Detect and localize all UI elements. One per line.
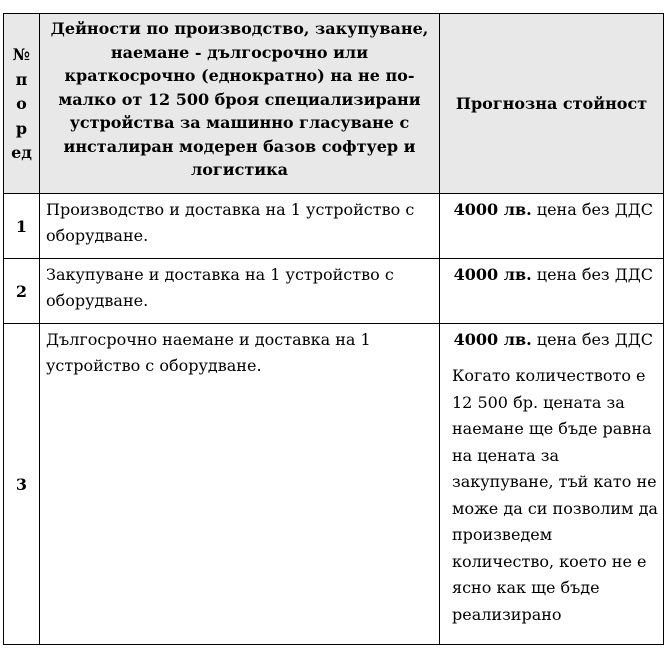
header-number-line: о [16,94,27,114]
row-note: Когато количеството е 12 500 бр. цената за наемане ще бъде равна на цената за закупуване, тъй като не може да си позволим да произведем количество, което не е ясно как ще бъде реализирано [452,366,658,624]
header-number-line: ед [11,143,32,163]
header-number-line: п [15,69,28,89]
price-amount: 4000 лв. [453,330,532,349]
row-price [448,327,659,353]
row-value-cell [440,259,664,324]
header-number-cell [4,14,40,194]
price-amount: 4000 лв. [453,200,532,219]
table-header-row [4,14,664,194]
row-number: 1 [4,194,40,259]
row-price [448,197,659,223]
table-row [4,259,664,324]
procurement-table [3,13,664,645]
row-value-cell [440,324,664,645]
row-number: 3 [4,324,40,645]
header-number-line: № [12,45,31,65]
price-suffix: цена без ДДС [531,200,653,219]
header-activities-cell: Дейности по производство, закупуване, наемане - дългосрочно или краткосрочно (еднократно) на не по-малко от 12 500 броя специализирани устройства за машинно гласуване с инсталиран модерен базов софтуер и логистика [40,14,440,194]
price-suffix: цена без ДДС [531,330,653,349]
table-row [4,324,664,645]
row-activity: Производство и доставка на 1 устройство с оборудване. [40,194,440,259]
price-amount: 4000 лв. [453,265,532,284]
row-activity: Закупуване и доставка на 1 устройство с оборудване. [40,259,440,324]
header-number-line: р [15,118,28,138]
header-value-cell: Прогнозна стойност [440,14,664,194]
row-value-cell [440,194,664,259]
table-row [4,194,664,259]
row-price [448,262,659,288]
price-suffix: цена без ДДС [531,265,653,284]
row-activity: Дългосрочно наемане и доставка на 1 устройство с оборудване. [40,324,440,645]
row-number: 2 [4,259,40,324]
